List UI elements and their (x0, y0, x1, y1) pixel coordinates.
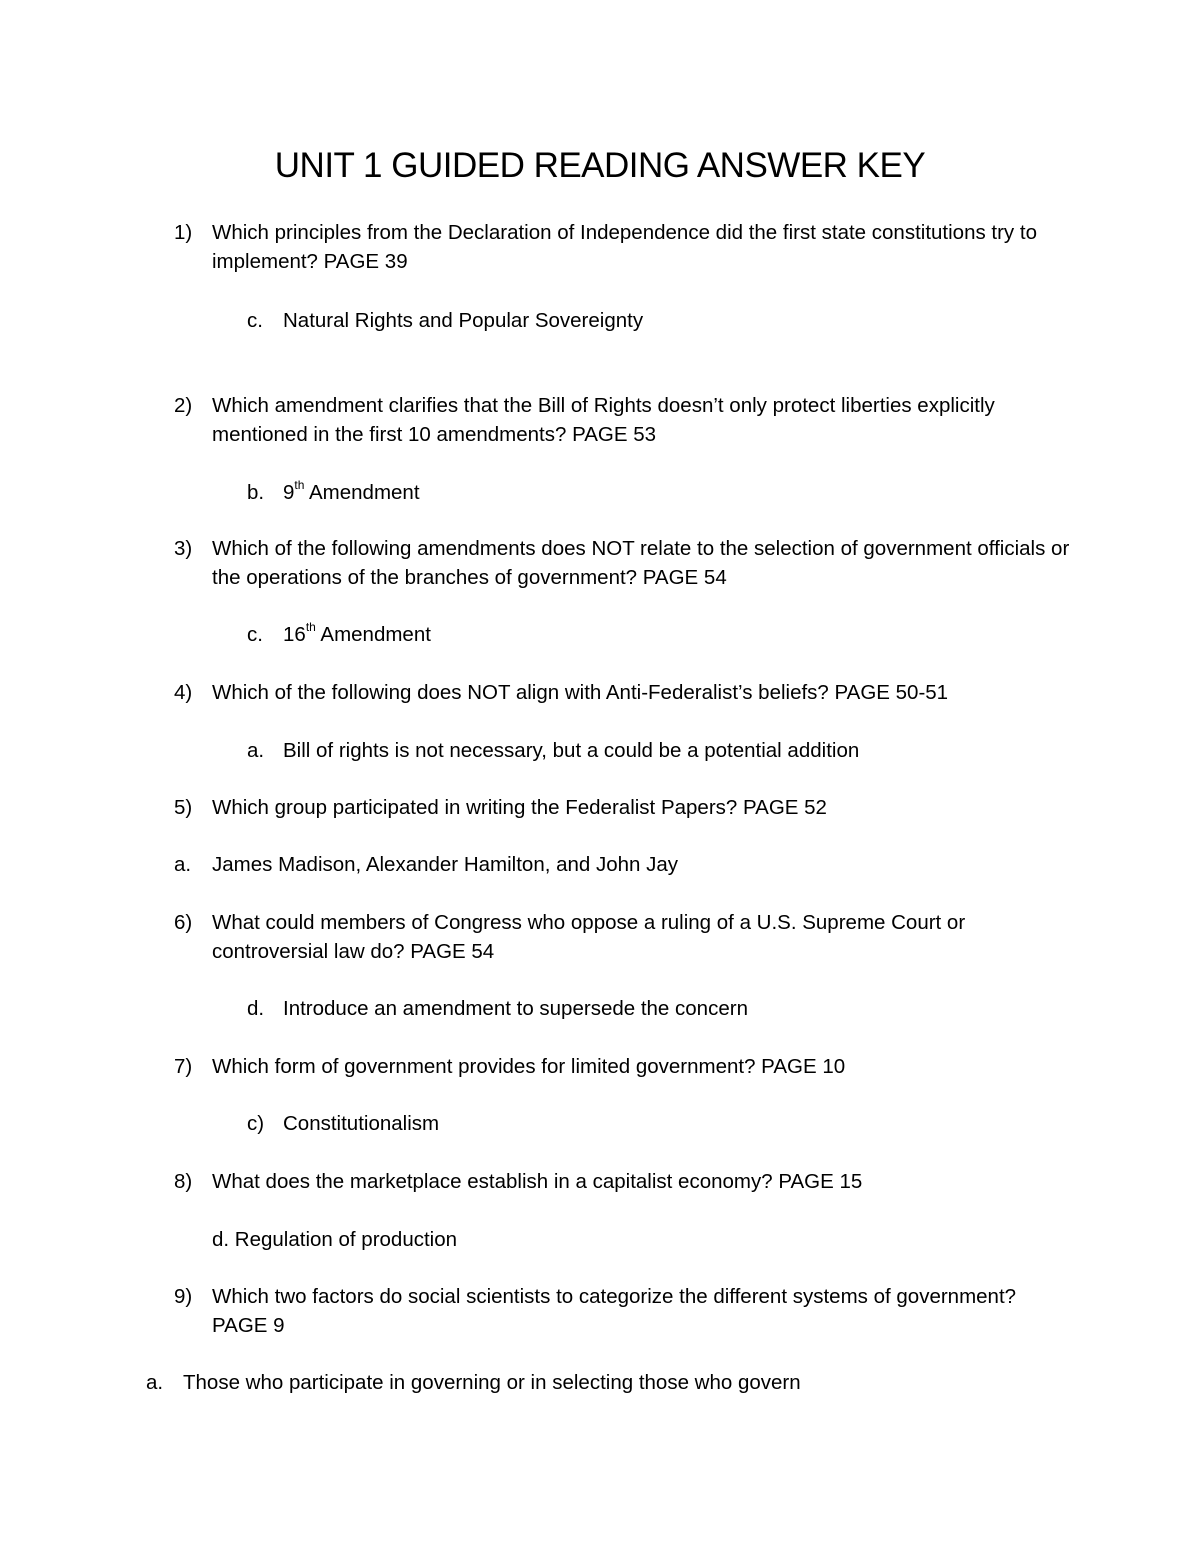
question-text: Which of the following amendments does NOT relate to the selection of government officials or the operations of the branches of government? PAGE 54 (212, 537, 1070, 589)
question-text: Which amendment clarifies that the Bill of Rights doesn’t only protect liberties explicitly mentioned in the first 10 amendments? PAGE 53 (212, 394, 995, 446)
answer-6-letter: d. (247, 997, 265, 1020)
answer-9-letter: a. (146, 1371, 164, 1394)
question-number: 6) (174, 911, 193, 934)
question-text: Which group participated in writing the Federalist Papers? PAGE 52 (212, 796, 827, 819)
answer-2-letter: b. (247, 481, 265, 504)
question-number: 8) (174, 1170, 193, 1193)
question-1 (174, 218, 1074, 276)
question-9 (174, 1282, 1074, 1340)
answer-7-letter: c) (247, 1112, 265, 1135)
question-text: What could members of Congress who oppose a ruling of a U.S. Supreme Court or controversial law do? PAGE 54 (212, 911, 966, 963)
question-number: 9) (174, 1285, 193, 1308)
question-text: Which principles from the Declaration of Independence did the first state constitutions try to implement? PAGE 39 (212, 221, 1037, 273)
answer-3-letter: c. (247, 623, 263, 646)
answer-1-text: Natural Rights and Popular Sovereignty (283, 309, 644, 332)
answer-3-text: 16th Amendment (283, 620, 431, 646)
question-number: 4) (174, 681, 193, 704)
question-2 (174, 391, 1074, 449)
question-number: 3) (174, 537, 193, 560)
answer-4-letter: a. (247, 739, 265, 762)
question-5 (174, 793, 1074, 822)
document-title: UNIT 1 GUIDED READING ANSWER KEY (274, 146, 926, 185)
question-7 (174, 1052, 1074, 1081)
question-number: 7) (174, 1055, 193, 1078)
question-3 (174, 534, 1074, 592)
answer-7-text: Constitutionalism (283, 1112, 440, 1135)
answer-letter: c. (247, 309, 263, 332)
answer-2-text: 9th Amendment (283, 478, 420, 504)
question-4 (174, 678, 1074, 707)
question-6 (174, 908, 1074, 966)
question-number: 5) (174, 796, 193, 819)
question-number: 1) (174, 221, 193, 244)
answer-9-text: Those who participate in governing or in selecting those who govern (183, 1371, 801, 1394)
answer-4-text: Bill of rights is not necessary, but a could be a potential addition (283, 739, 860, 762)
question-number: 2) (174, 394, 193, 417)
question-8 (174, 1167, 1074, 1196)
question-text: What does the marketplace establish in a capitalist economy? PAGE 15 (212, 1170, 863, 1193)
answer-8-text: d. Regulation of production (212, 1228, 458, 1251)
question-text: Which form of government provides for limited government? PAGE 10 (212, 1055, 846, 1078)
answer-5-text: James Madison, Alexander Hamilton, and John Jay (212, 853, 679, 876)
answer-5-letter: a. (174, 853, 192, 876)
question-text: Which two factors do social scientists to categorize the different systems of government? PAGE 9 (212, 1285, 1017, 1337)
answer-6-text: Introduce an amendment to supersede the concern (283, 997, 748, 1020)
question-text: Which of the following does NOT align with Anti-Federalist’s beliefs? PAGE 50-51 (212, 681, 949, 704)
